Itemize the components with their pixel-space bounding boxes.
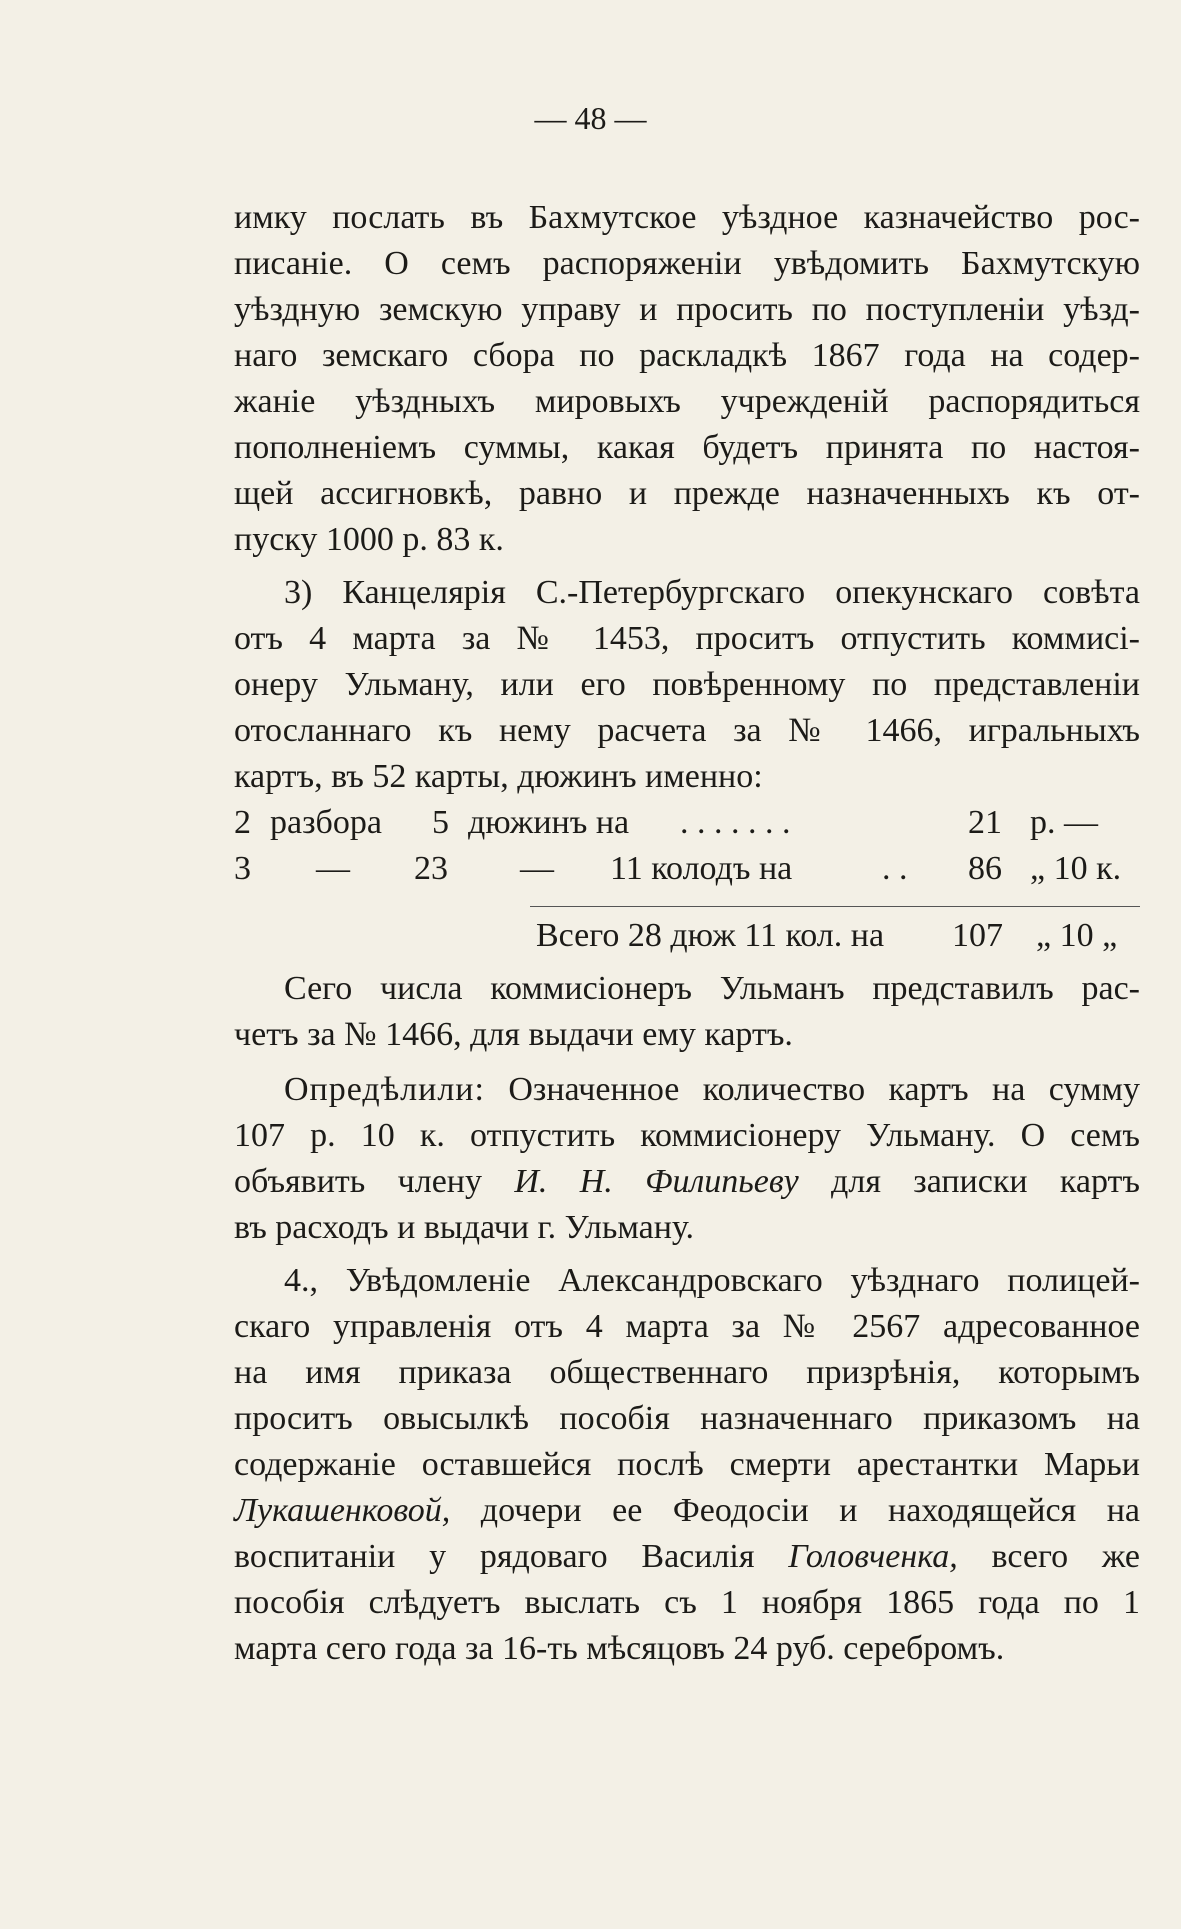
table-cell: 11 колодъ на: [610, 850, 793, 887]
table-total-sum: 107: [952, 917, 1003, 954]
text-line: 107 р. 10 к. отпустить коммисіонеру Ульману. О семъ: [234, 1117, 1140, 1154]
table-cell: 23: [414, 850, 448, 887]
text-line: имку послать въ Бахмутское уѣздное казначейство рос-: [234, 199, 1140, 236]
text-line: онеру Ульману, или его повѣренному по представленіи: [234, 666, 1140, 703]
text-span: всего же: [991, 1538, 1141, 1575]
person-name: Головченка,: [788, 1538, 958, 1575]
text-line: на имя приказа общественнаго призрѣнія, которымъ: [234, 1354, 1140, 1391]
table-cell: 2: [234, 804, 251, 841]
text-line: проситъ овысылкѣ пособія назначеннаго приказомъ на: [234, 1400, 1140, 1437]
page-number: — 48 —: [534, 100, 647, 136]
table-cell: —: [316, 850, 350, 887]
text-line: Сего числа коммисіонеръ Ульманъ представилъ рас-: [284, 970, 1140, 1007]
table-cell: р. —: [1030, 804, 1098, 841]
text-line: щей ассигновкѣ, равно и прежде назначенныхъ къ от-: [234, 475, 1140, 512]
text-line: писаніе. О семъ распоряженіи увѣдомить Бахмутскую: [234, 245, 1140, 282]
table-cell: дюжинъ на: [468, 804, 630, 841]
text-line: отъ 4 марта за № 1453, проситъ отпустить коммисі-: [234, 620, 1140, 657]
text-line: марта сего года за 16-ть мѣсяцовъ 24 руб. серебромъ.: [234, 1630, 1005, 1667]
table-cell: 3: [234, 850, 251, 887]
text-line: наго земскаго сбора по раскладкѣ 1867 года на содер-: [234, 337, 1140, 374]
text-span: воспитаніи у рядоваго Василія: [234, 1538, 755, 1575]
text-line: 3) Канцелярія С.-Петербургскаго опекунскаго совѣта: [284, 574, 1140, 611]
table-cell: . .: [882, 850, 908, 887]
text-line: въ расходъ и выдачи г. Ульману.: [234, 1209, 695, 1246]
resolution-line: [234, 1067, 1140, 1113]
text-line-with-name: [234, 1488, 1140, 1534]
text-line: пополненіемъ суммы, какая будетъ принята по настоя-: [234, 429, 1140, 466]
text-line: пособія слѣдуетъ выслать съ 1 ноября 1865 года по 1: [234, 1584, 1140, 1621]
person-name: Лукашенковой,: [234, 1492, 451, 1529]
table-cell: 21: [968, 804, 1002, 841]
resolution-line: [234, 1159, 1140, 1205]
text-line: четъ за № 1466, для выдачи ему картъ.: [234, 1016, 793, 1053]
text-line: 4., Увѣдомленіе Александровскаго уѣзднаго полицей-: [284, 1262, 1140, 1299]
text-line: отосланнаго къ нему расчета за № 1466, игральныхъ: [234, 712, 1140, 749]
text-span: объявить члену: [234, 1163, 482, 1200]
text-line: картъ, въ 52 карты, дюжинъ именно:: [234, 758, 763, 795]
resolution-label: Опредѣлили:: [284, 1071, 485, 1108]
text-span: дочери ее Феодосіи и находящейся на: [480, 1492, 1141, 1529]
text-span: Означенное количество картъ на сумму: [508, 1071, 1140, 1108]
text-line: жаніе уѣздныхъ мировыхъ учрежденій распорядиться: [234, 383, 1140, 420]
text-line: пуску 1000 р. 83 к.: [234, 521, 504, 558]
table-cell: разбора: [270, 804, 382, 841]
table-rule: [530, 906, 1140, 907]
text-line-with-name: [234, 1534, 1140, 1580]
text-line: уѣздную земскую управу и просить по поступленіи уѣзд-: [234, 291, 1140, 328]
table-total-label: Всего 28 дюж 11 кол. на: [536, 917, 885, 954]
table-cell: —: [520, 850, 554, 887]
text-line: скаго управленія отъ 4 марта за № 2567 адресованное: [234, 1308, 1140, 1345]
table-cell: . . . . . . .: [680, 804, 791, 841]
table-cell: „ 10 к.: [1030, 850, 1122, 887]
table-cell: 5: [432, 804, 449, 841]
person-name: И. Н. Филипьеву: [514, 1163, 799, 1200]
table-cell: 86: [968, 850, 1002, 887]
text-span: для записки картъ: [831, 1163, 1140, 1200]
text-line: содержаніе оставшейся послѣ смерти арестантки Марьи: [234, 1446, 1140, 1483]
table-total-unit: „ 10 „: [1036, 917, 1118, 954]
